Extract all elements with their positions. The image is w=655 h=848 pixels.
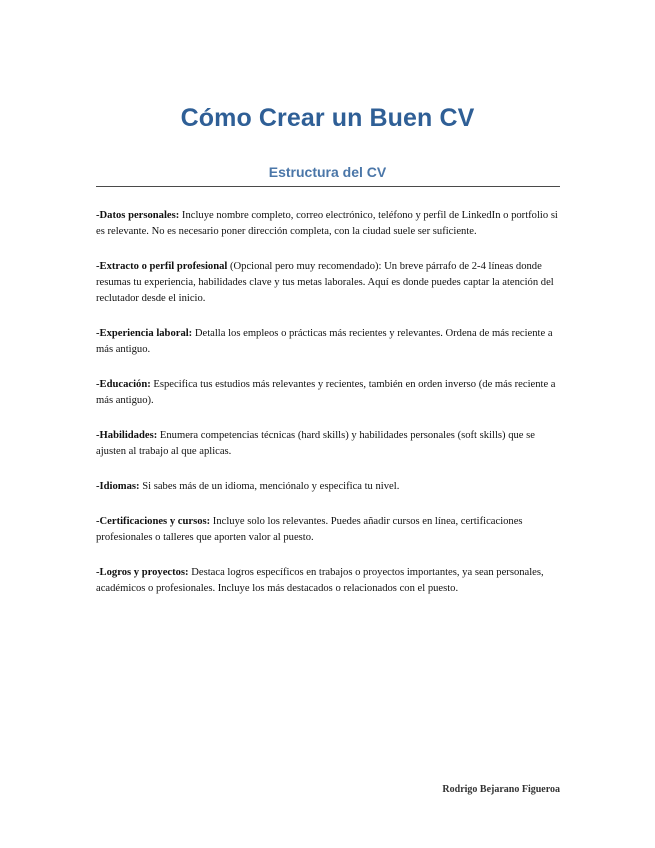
paragraph-perfil-profesional (96, 259, 558, 307)
paragraph-experiencia-laboral (96, 326, 558, 358)
section-heading: Estructura del CV (268, 164, 387, 180)
paragraph-label: -Habilidades: (96, 430, 158, 441)
paragraph-text: Incluye nombre completo, correo electrónico, teléfono y perfil de LinkedIn o portfolio si es relevante. No es necesario poner dirección completa, con la ciudad suele ser suficiente. (96, 210, 558, 237)
cv-structure-list (96, 208, 558, 616)
paragraph-label: -Educación: (96, 379, 151, 390)
paragraph-label: -Extracto o perfil profesional (96, 261, 228, 272)
paragraph-label: -Experiencia laboral: (96, 328, 193, 339)
paragraph-habilidades (96, 428, 558, 460)
paragraph-label: -Datos personales: (96, 210, 180, 221)
author-footer: Rodrigo Bejarano Figueroa (442, 784, 560, 795)
paragraph-label: -Logros y proyectos: (96, 567, 189, 578)
paragraph-educacion (96, 377, 558, 409)
paragraph-label: -Certificaciones y cursos: (96, 516, 211, 527)
paragraph-text: Especifica tus estudios más relevantes y recientes, también en orden inverso (de más reciente a más antiguo). (96, 379, 556, 406)
paragraph-logros-proyectos (96, 565, 558, 597)
paragraph-idiomas (96, 479, 558, 495)
paragraph-text: (Opcional pero muy recomendado): Un breve párrafo de 2-4 líneas donde resumas tu experiencia, habilidades clave y tus metas laborales. Aquí es donde puedes captar la atención del reclutador desde el inicio. (96, 261, 554, 304)
paragraph-text: Incluye solo los relevantes. Puedes añadir cursos en línea, certificaciones profesionales o talleres que aporten valor al puesto. (96, 516, 523, 543)
paragraph-datos-personales (96, 208, 558, 240)
paragraph-certificaciones (96, 514, 558, 546)
paragraph-text: Enumera competencias técnicas (hard skills) y habilidades personales (soft skills) que se ajusten al trabajo al que aplicas. (96, 430, 535, 457)
paragraph-text: Si sabes más de un idioma, menciónalo y especifica tu nivel. (139, 481, 400, 492)
paragraph-label: -Idiomas: (96, 481, 140, 492)
paragraph-text: Destaca logros específicos en trabajos o proyectos importantes, ya sean personales, académicos o profesionales. Incluye los más destacados o relacionados con el puesto. (96, 567, 544, 594)
document-title: Cómo Crear un Buen CV (180, 104, 475, 132)
paragraph-text: Detalla los empleos o prácticas más recientes y relevantes. Ordena de más reciente a más antiguo. (96, 328, 553, 355)
heading-divider (96, 186, 560, 187)
